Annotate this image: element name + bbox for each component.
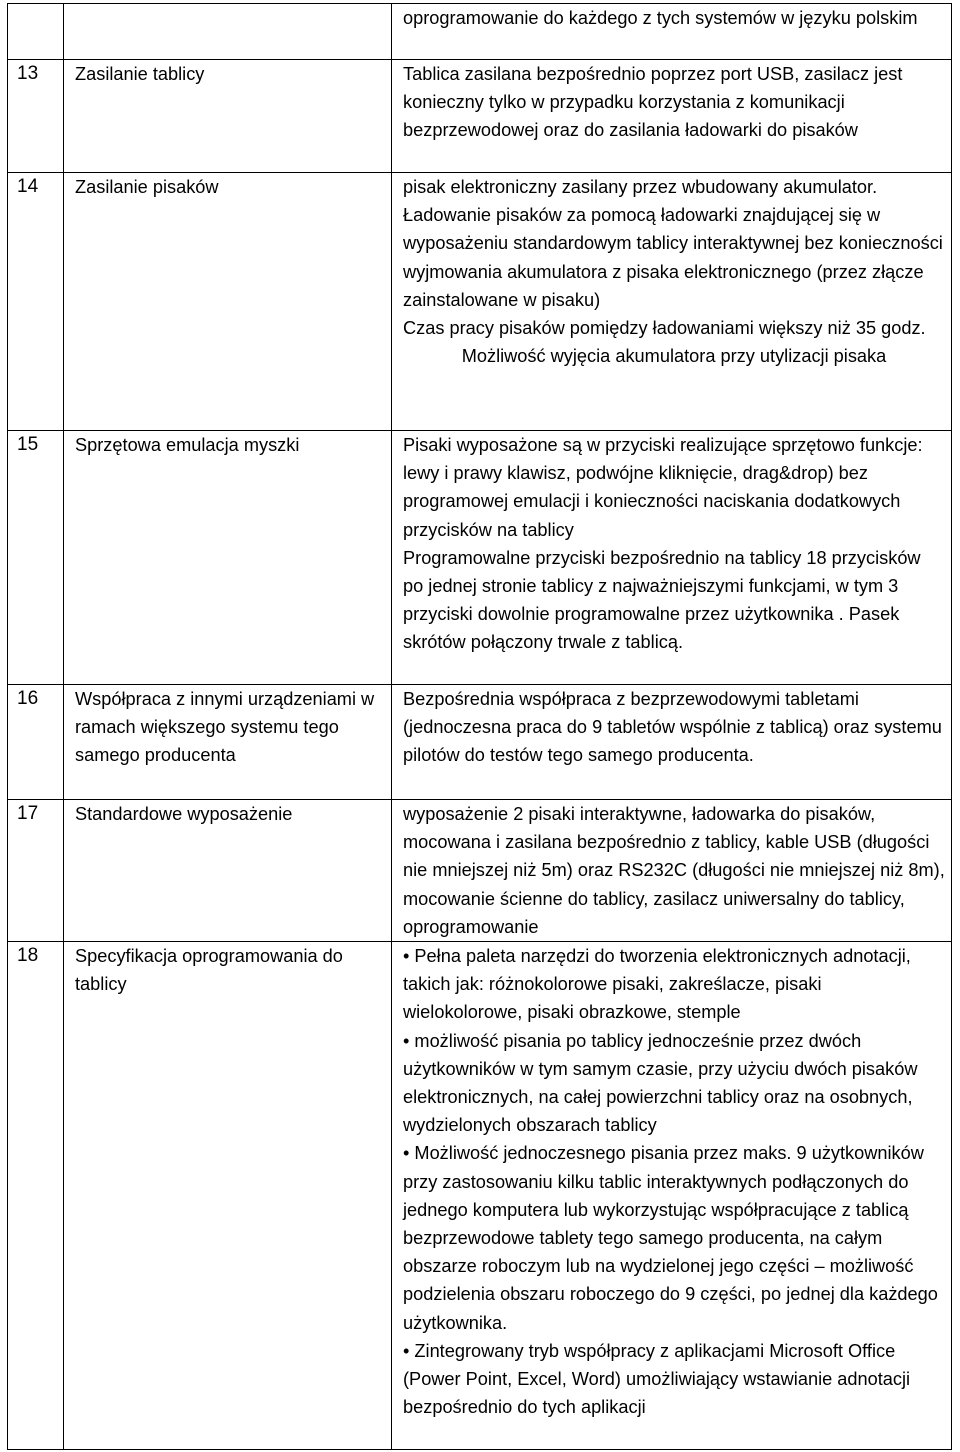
row-number: 15 xyxy=(8,431,64,685)
specification-table xyxy=(7,3,952,1450)
description-paragraph: wyposażenie 2 pisaki interaktywne, ładowarka do pisaków, mocowana i zasilana bezpośrednio z tablicy, kable USB (długości nie mniejszej niż 5m) oraz RS232C (długości nie mniejszej niż 8m), mocowanie ścienne do tablicy, zasilacz uniwersalny do tablicy, oprogramowanie xyxy=(403,804,945,937)
row-description xyxy=(392,431,952,685)
description-paragraph: Możliwość wyjęcia akumulatora przy utylizacji pisaka xyxy=(461,346,887,367)
row-description xyxy=(392,60,952,173)
bullet-item: • możliwość pisania po tablicy jednocześnie przez dwóch użytkowników w tym samym czasie, przy użyciu dwóch pisaków elektronicznych, na całej powierzchni tablicy oraz na osobnych, wydzielonych obszarach tablicy xyxy=(403,1030,918,1136)
table-row xyxy=(8,60,952,173)
row-description xyxy=(392,173,952,431)
description-paragraph: Pisaki wyposażone są w przyciski realizujące sprzętowo funkcje: lewy i prawy klawisz, podwójne kliknięcie, drag&drop) bez programowej emulacji i konieczności naciskania dodatkowych przycisków na tablicy xyxy=(403,435,923,540)
table-row xyxy=(8,173,952,431)
table-row xyxy=(8,431,952,685)
bullet-item: • Zintegrowany tryb współpracy z aplikacjami Microsoft Office (Power Point, Excel, Word) umożliwiający wstawianie adnotacji bezpośrednio do tych aplikacji xyxy=(403,1340,911,1418)
table-row xyxy=(8,4,952,60)
bullet-item: • Pełna paleta narzędzi do tworzenia elektronicznych adnotacji, takich jak: różnokolorowe pisaki, zakreślacze, pisaki wielokolorowe, pisaki obrazkowe, stemple xyxy=(403,946,911,1023)
row-description xyxy=(392,685,952,800)
table-row xyxy=(8,685,952,800)
row-number: 17 xyxy=(8,800,64,942)
bullet-item: • Możliwość jednoczesnego pisania przez maks. 9 użytkowników przy zastosowaniu kilku tablic interaktywnych podłączonych do jednego komputera lub wykorzystując współpracujące z tablicą bezprzewodowe tablety tego samego producenta, na całym obszarze roboczym lub na wydzielonej jego części – możliwość podzielenia obszaru roboczego do 9 części, po jednej dla każdego użytkownika. xyxy=(403,1143,938,1333)
description-paragraph: Czas pracy pisaków pomiędzy ładowaniami większy niż 35 godz. xyxy=(403,318,926,339)
table-row xyxy=(8,942,952,1450)
row-number: 13 xyxy=(8,60,64,173)
row-name: Zasilanie tablicy xyxy=(64,60,392,173)
row-description xyxy=(392,4,952,60)
row-number xyxy=(8,4,64,60)
description-paragraph: pisak elektroniczny zasilany przez wbudowany akumulator. Ładowanie pisaków za pomocą ładowarki znajdującej się w wyposażeniu standardowym tablicy interaktywnej bez konieczności wyjmowania akumulatora z pisaka elektronicznego (przez złącze zainstalowane w pisaku) xyxy=(403,177,943,310)
row-name: Standardowe wyposażenie xyxy=(64,800,392,942)
row-name xyxy=(64,4,392,60)
row-name: Specyfikacja oprogramowania do tablicy xyxy=(64,942,392,1450)
row-name: Sprzętowa emulacja myszki xyxy=(64,431,392,685)
description-paragraph: Tablica zasilana bezpośrednio poprzez port USB, zasilacz jest konieczny tylko w przypadku korzystania z komunikacji bezprzewodowej oraz do zasilania ładowarki do pisaków xyxy=(403,64,903,141)
description-paragraph: Programowalne przyciski bezpośrednio na tablicy 18 przycisków po jednej stronie tablicy z najważniejszymi funkcjami, w tym 3 przyciski dowolnie programowalne przez użytkownika . Pasek skrótów połączony trwale z tablicą. xyxy=(403,547,921,653)
table-row xyxy=(8,800,952,942)
row-name: Współpraca z innymi urządzeniami w ramach większego systemu tego samego producenta xyxy=(64,685,392,800)
row-number: 14 xyxy=(8,173,64,431)
description-paragraph: Bezpośrednia współpraca z bezprzewodowymi tabletami (jednoczesna praca do 9 tabletów wspólnie z tablicą) oraz systemu pilotów do testów tego samego producenta. xyxy=(403,689,942,766)
description-paragraph: oprogramowanie do każdego z tych systemów w języku polskim xyxy=(403,8,918,28)
row-number: 18 xyxy=(8,942,64,1450)
row-number: 16 xyxy=(8,685,64,800)
row-description xyxy=(392,942,952,1450)
row-description xyxy=(392,800,952,942)
row-name: Zasilanie pisaków xyxy=(64,173,392,431)
